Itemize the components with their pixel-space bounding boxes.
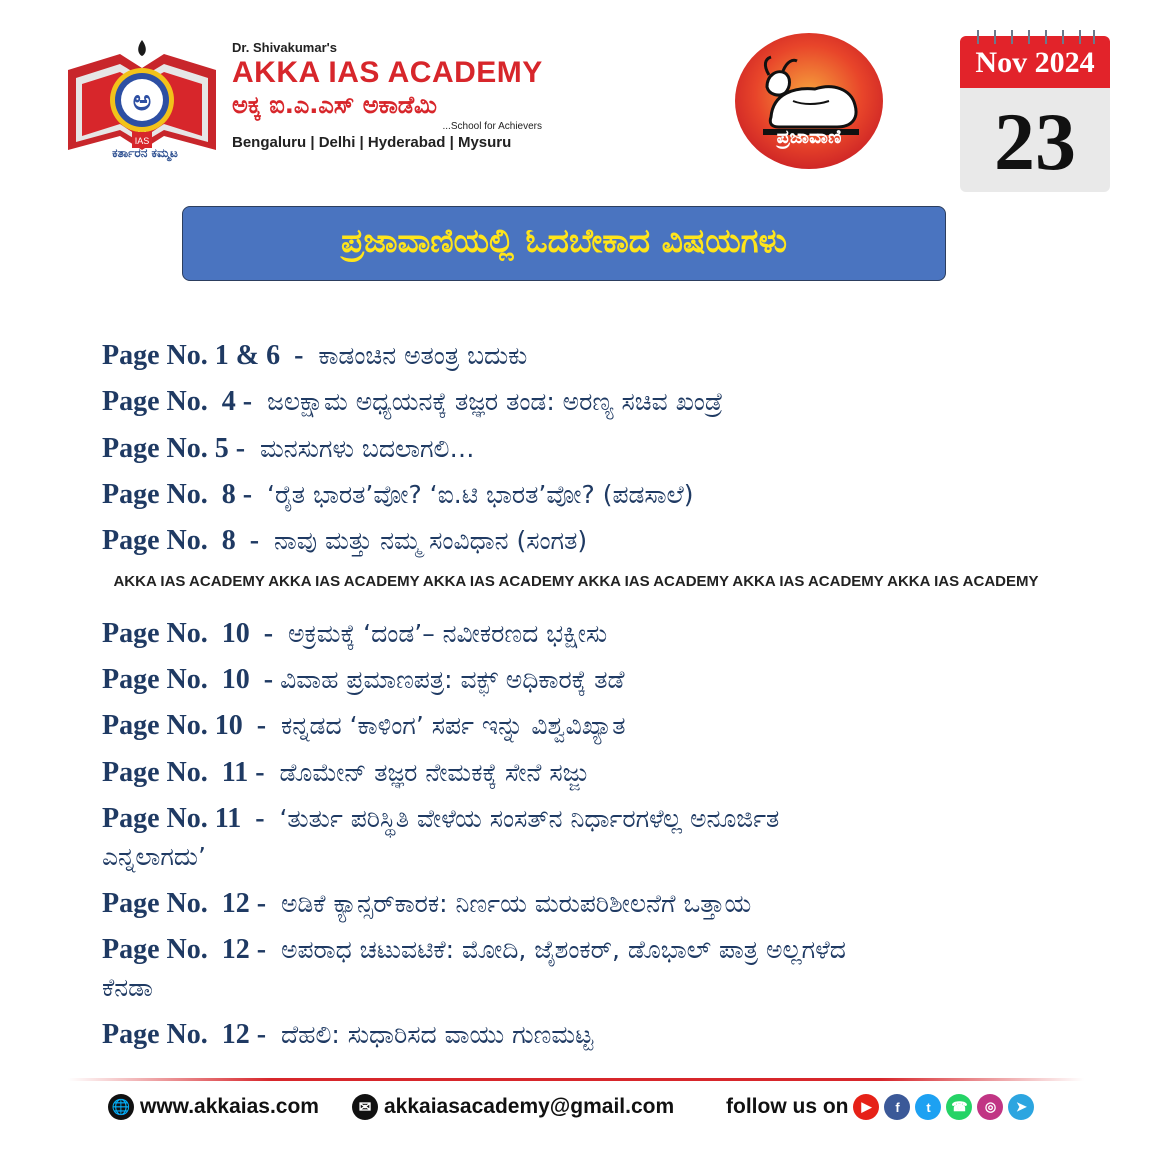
facebook-icon[interactable]: f — [884, 1094, 910, 1120]
item-headline: ಕನ್ನಡದ ‘ಕಾಳಿಂಗ’ ಸರ್ಪ ಇನ್ನು ವಿಶ್ವವಿಖ್ಯಾತ — [273, 711, 626, 740]
calendar-rings-icon — [970, 28, 1100, 48]
item-headline-continued: ಕೆನಡಾ — [102, 973, 153, 1002]
prajavani-logo — [733, 31, 885, 171]
youtube-icon[interactable]: ▶ — [853, 1094, 879, 1120]
page-title: ಪ್ರಜಾವಾಣಿಯಲ್ಲಿ ಓದಬೇಕಾದ ವಿಷಯಗಳು — [341, 221, 787, 260]
list-item — [102, 430, 1102, 468]
item-headline: ಕಾಡಂಚಿನ ಅತಂತ್ರ ಬದುಕು — [310, 341, 528, 370]
item-page-number: Page No. 12 - — [102, 1019, 274, 1050]
item-headline-continued: ಎನ್ನಲಾಗದು’ — [102, 842, 206, 871]
globe-icon: 🌐 — [108, 1094, 134, 1120]
academy-brand — [232, 40, 562, 151]
footer-divider — [68, 1078, 1084, 1081]
list-item-continuation — [102, 838, 1102, 876]
list-item — [102, 1016, 1102, 1054]
item-page-number: Page No. 10 - — [102, 664, 281, 695]
item-headline: ಮನಸುಗಳು ಬದಲಾಗಲಿ… — [252, 434, 475, 463]
list-item — [102, 522, 1102, 560]
footer-website[interactable] — [108, 1092, 319, 1122]
list-item — [102, 800, 1102, 838]
item-headline: ಡೊಮೇನ್ ತಜ್ಞರ ನೇಮಕಕ್ಕೆ ಸೇನೆ ಸಜ್ಜು — [271, 758, 590, 787]
academy-motto: ಕರ್ತಾರನ ಕಮ್ಮಟ — [112, 146, 178, 160]
list-item — [102, 754, 1102, 792]
item-headline: ದೆಹಲಿ: ಸುಧಾರಿಸದ ವಾಯು ಗುಣಮಟ್ಟ — [273, 1020, 594, 1049]
item-headline: ಅಕ್ರಮಕ್ಕೆ ‘ದಂಡ’– ನವೀಕರಣದ ಭಕ್ಷೀಸು — [280, 619, 608, 648]
list-item — [102, 383, 1102, 421]
list-item — [102, 615, 1102, 653]
mail-icon: ✉ — [352, 1094, 378, 1120]
date-calendar — [960, 28, 1110, 192]
website-link[interactable]: www.akkaias.com — [140, 1095, 319, 1118]
item-page-number: Page No. 4 - — [102, 386, 260, 417]
item-headline: ‘ತುರ್ತು ಪರಿಸ್ಥಿತಿ ವೇಳೆಯ ಸಂಸತ್‌ನ ನಿರ್ಧಾರಗಳೆಲ್ಲ ಅನೂರ್ಜಿತ — [271, 804, 780, 833]
list-item — [102, 337, 1102, 375]
follow-label: follow us on — [726, 1095, 849, 1118]
item-page-number: Page No. 10 - — [102, 710, 274, 741]
list-item — [102, 931, 1102, 969]
academy-name-kannada: ಅಕ್ಕ ಐ.ಎ.ಎಸ್ ಅಕಾಡೆಮಿ — [232, 91, 437, 119]
item-page-number: Page No. 11 - — [102, 757, 272, 788]
list-item — [102, 661, 1102, 699]
emblem-badge: IAS — [134, 136, 150, 146]
twitter-icon[interactable]: t — [915, 1094, 941, 1120]
whatsapp-icon[interactable]: ☎ — [946, 1094, 972, 1120]
item-headline: ‘ರೈತ ಭಾರತ’ವೋ? ‘ಐ.ಟಿ ಭಾರತ’ವೋ? (ಪಡಸಾಲೆ) — [259, 480, 694, 509]
instagram-icon[interactable]: ◎ — [977, 1094, 1003, 1120]
list-item — [102, 476, 1102, 514]
telegram-icon[interactable]: ➤ — [1008, 1094, 1034, 1120]
item-page-number: Page No. 8 - — [102, 479, 260, 510]
item-headline: ನಾವು ಮತ್ತು ನಮ್ಮ ಸಂವಿಧಾನ (ಸಂಗತ) — [266, 526, 588, 555]
item-headline: ಜಲಕ್ಷಾಮ ಅಧ್ಯಯನಕ್ಕೆ ತಜ್ಞರ ತಂಡ: ಅರಣ್ಯ ಸಚಿವ ಖಂಡ್ರೆ — [259, 387, 723, 416]
footer-email[interactable] — [352, 1092, 674, 1122]
prajavani-label: ಪ್ರಜಾವಾಣಿ — [776, 126, 842, 148]
academy-watermark: AKKA IAS ACADEMY AKKA IAS ACADEMY AKKA IAS ACADEMY AKKA IAS ACADEMY AKKA IAS ACADEMY AKKA IAS ACADEMY — [113, 573, 1039, 590]
academy-cities: Bengaluru | Delhi | Hyderabad | Mysuru — [232, 134, 512, 151]
list-item — [102, 707, 1102, 745]
academy-name: AKKA IAS ACADEMY — [232, 56, 543, 89]
item-headline: ಅಪರಾಧ ಚಟುವಟಿಕೆ: ಮೋದಿ, ಜೈಶಂಕರ್, ಡೊಭಾಲ್ ಪಾತ್ರ ಅಲ್ಲಗಳೆದ — [273, 935, 846, 964]
brand-by-line: Dr. Shivakumar's — [232, 40, 337, 55]
item-page-number: Page No. 10 - — [102, 618, 281, 649]
calendar-day: 23 — [994, 96, 1076, 187]
item-page-number: Page No. 1 & 6 - — [102, 340, 311, 371]
list-item-continuation — [102, 969, 1102, 1007]
academy-tagline: ...School for Achievers — [442, 121, 542, 132]
item-headline: ವಿವಾಹ ಪ್ರಮಾಣಪತ್ರ: ವಕ್ಫ್‌ ಅಧಿಕಾರಕ್ಕೆ ತಡೆ — [280, 665, 625, 694]
emblem-letter: ಅ — [132, 84, 152, 117]
calendar-month: Nov 2024 — [975, 46, 1095, 79]
item-page-number: Page No. 12 - — [102, 934, 274, 965]
email-link[interactable]: akkaiasacademy@gmail.com — [384, 1095, 675, 1118]
item-page-number: Page No. 12 - — [102, 888, 274, 919]
item-page-number: Page No. 11 - — [102, 803, 272, 834]
list-item — [102, 885, 1102, 923]
title-banner — [182, 206, 946, 281]
footer-social — [726, 1092, 1034, 1122]
item-page-number: Page No. 8 - — [102, 525, 267, 556]
item-page-number: Page No. 5 - — [102, 433, 253, 464]
item-headline: ಅಡಿಕೆ ಕ್ಯಾನ್ಸರ್‌ಕಾರಕ: ನಿರ್ಣಯ ಮರುಪರಿಶೀಲನೆಗೆ ಒತ್ತಾಯ — [273, 889, 752, 918]
